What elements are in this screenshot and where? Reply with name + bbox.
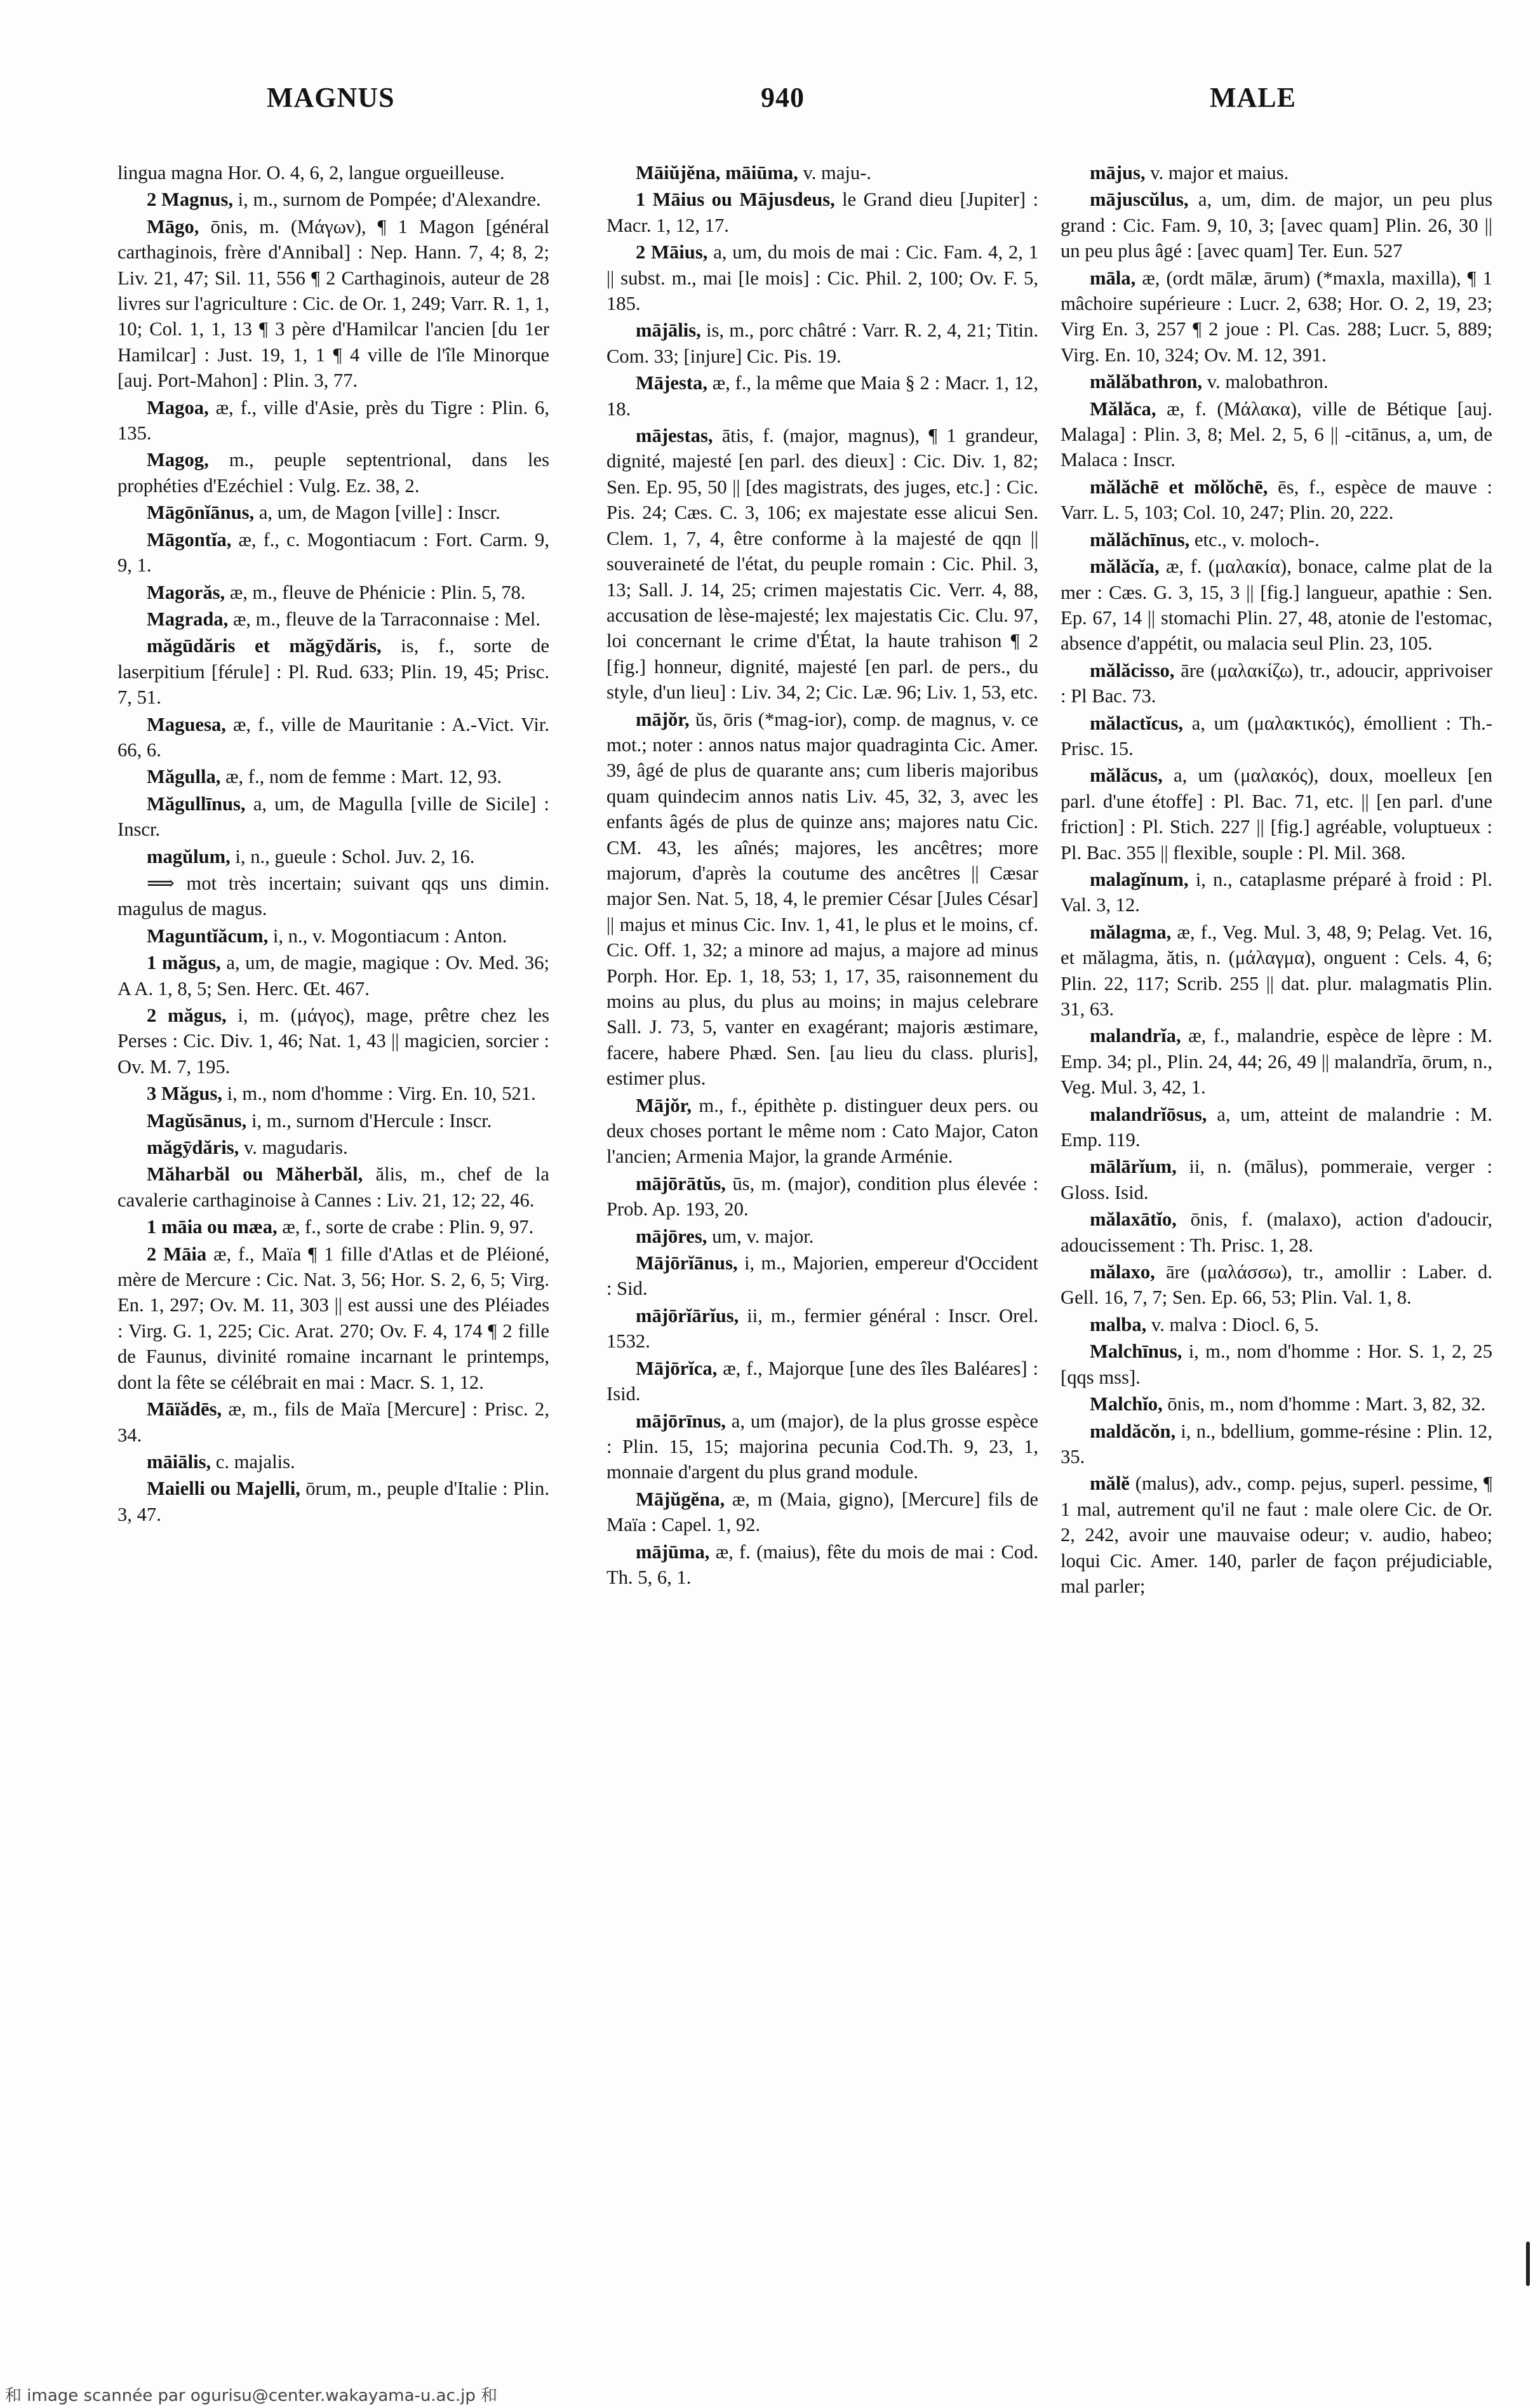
entry-headword: Magrada,: [147, 608, 229, 630]
entry-definition: ēs, f., espèce de mauve : Varr. L. 5, 103; Col. 10, 247; Plin. 20, 222.: [1061, 476, 1492, 524]
entry-headword: Mājŏr,: [636, 1094, 692, 1116]
entry-definition: æ, f., Veg. Mul. 3, 48, 9; Pelag. Vet. 16, et mălagma, ătis, n. (μάλαγμα), onguent : Cels. 4, 6; Plin. 22, 117; Scrib. 255 || dat. plur. malagmatis Plin. 31, 63.: [1061, 921, 1492, 1020]
entry-definition: is, m., porc châtré : Varr. R. 2, 4, 21; Titin. Com. 33; [injure] Cic. Pis. 19.: [606, 319, 1038, 367]
dictionary-entry: [606, 1539, 1038, 1591]
entry-headword: măgūdăris et măgȳdăris,: [147, 635, 382, 657]
dictionary-entry: [606, 1303, 1038, 1354]
entry-definition: æ, m., fleuve de la Tarraconnaise : Mel.: [232, 608, 541, 630]
entry-definition: ŭs, ōris (*mag-ior), comp. de magnus, v. ce mot.; noter : annos natus major quadraginta Cic. Amer. 39, âgé de plus de quarante ans; cum liberis majoribus quam quindecim annos natis Liv. 45, 32, 3, avec les enfants âgés de plus de quinze ans; majores natu Cic. CM. 43, les aînés; majores, les ancêtres; more majorum, d'après la coutume des ancêtres || Cæsar major Sen. Nat. 5, 18, 4, le premier César [Jules César] || majus et minus Cic. Inv. 1, 41, le plus et le moins, cf. Cic. Off. 1, 32; a minore ad majus, a majore ad minus Porph. Hor. Ep. 1, 18, 53; 1, 17, 35, raisonnement du moins au plus, du plus au moins; in majus celebrare Sall. J. 73, 5, vanter en exagérant; majoris æstimare, facere, habere Phæd. Sen. [au lieu du class. pluris], estimer plus.: [606, 708, 1038, 1090]
entry-headword: 1 măgus,: [147, 952, 221, 974]
dictionary-entry: [1061, 1339, 1492, 1390]
column-middle: [606, 160, 1038, 1591]
entry-headword: mājuscŭlus,: [1090, 189, 1189, 211]
entry-headword: mălăcisso,: [1090, 659, 1175, 681]
entry-definition: i, n., v. Mogontiacum : Anton.: [272, 925, 507, 947]
dictionary-entry: [117, 1135, 549, 1160]
dictionary-entry: [1061, 1259, 1492, 1311]
entry-headword: Mājōrĭca,: [636, 1357, 718, 1379]
dictionary-entry: [1061, 474, 1492, 526]
entry-definition: um, v. major.: [712, 1225, 814, 1247]
entry-definition: æ, f. (Μάλακα), ville de Bétique [auj. Malaga] : Plin. 3, 8; Mel. 2, 5, 6 || -citānus, a, um, de Malaca : Inscr.: [1061, 398, 1492, 471]
entry-definition: a, um, de Magon [ville] : Inscr.: [258, 502, 500, 524]
dictionary-entry: [1061, 1023, 1492, 1100]
entry-headword: mălagma,: [1090, 921, 1172, 943]
dictionary-entry: [1061, 1154, 1492, 1205]
dictionary-entry: [117, 633, 549, 710]
entry-headword: Māgōnĭānus,: [147, 502, 255, 524]
entry-definition: is, f., sorte de laserpitium [férule] : Pl. Rud. 633; Plin. 19, 45; Prisc. 7, 51.: [117, 635, 549, 709]
dictionary-entry: [1061, 554, 1492, 657]
dictionary-entry: [117, 1449, 549, 1474]
header-left-word: MAGNUS: [267, 82, 395, 113]
entry-definition: i, m., nom d'homme : Virg. En. 10, 521.: [227, 1083, 536, 1105]
entry-headword: Măgulla,: [147, 766, 221, 788]
dictionary-entry: [1061, 919, 1492, 1022]
entry-definition: ălis, m., chef de la cavalerie carthaginoise à Cannes : Liv. 21, 12; 22, 46.: [117, 1163, 549, 1211]
dictionary-entry: [117, 1003, 549, 1079]
entry-definition: ii, n. (mālus), pommeraie, verger : Gloss. Isid.: [1061, 1156, 1492, 1203]
entry-headword: mājōrīnus,: [636, 1410, 726, 1432]
entry-headword: Măgullīnus,: [147, 792, 246, 815]
entry-headword: mălăcus,: [1090, 765, 1163, 787]
dictionary-entry: [1061, 763, 1492, 865]
entry-headword: Mājōrĭānus,: [636, 1252, 738, 1274]
dictionary-entry: [606, 317, 1038, 369]
entry-headword: magŭlum,: [147, 845, 231, 867]
entry-definition: v. malva : Diocl. 6, 5.: [1151, 1313, 1319, 1335]
entry-headword: māla,: [1090, 267, 1136, 289]
entry-definition: i, n., gueule : Schol. Juv. 2, 16.: [235, 845, 475, 867]
entry-headword: mājūma,: [636, 1541, 710, 1563]
entry-headword: Maguesa,: [147, 713, 226, 735]
dictionary-entry: [606, 1093, 1038, 1170]
entry-definition: āre (μαλακίζω), tr., adoucir, apprivoiser : Pl Bac. 73.: [1061, 659, 1492, 707]
entry-headword: mălactĭcus,: [1090, 712, 1183, 734]
dictionary-entry: [606, 370, 1038, 422]
entry-headword: Măharbăl ou Măherbăl,: [147, 1163, 363, 1186]
dictionary-entry: [606, 187, 1038, 238]
dictionary-entry: [117, 923, 549, 949]
entry-definition: (malus), adv., comp. pejus, superl. pessime, ¶ 1 mal, autrement qu'il ne faut : male olere Cic. de Or. 2, 242, avoir une mauvaise odeur; v. audio, habeo; loqui Cic. Amer. 140, parler de façon préjudiciable, mal parler;: [1061, 1473, 1492, 1597]
dictionary-entry: [117, 606, 549, 632]
running-header: [0, 81, 1540, 138]
entry-headword: 2 Māius,: [636, 241, 708, 264]
entry-headword: mălaxo,: [1090, 1261, 1155, 1283]
entry-definition: i, m., Majorien, empereur d'Occident : Sid.: [606, 1252, 1038, 1300]
dictionary-entry: [1061, 265, 1492, 368]
entry-definition: m., peuple septentrional, dans les prophéties d'Ezéchiel : Vulg. Ez. 38, 2.: [117, 449, 549, 497]
dictionary-entry: [117, 764, 549, 789]
dictionary-entry: [117, 1081, 549, 1106]
entry-definition: i, m., nom d'homme : Hor. S. 1, 2, 25 [qqs mss].: [1061, 1340, 1492, 1388]
entry-definition: ōrum, m., peuple d'Italie : Plin. 3, 47.: [117, 1478, 549, 1525]
entry-definition: āre (μαλάσσω), tr., amollir : Laber. d. Gell. 16, 7, 7; Sen. Ep. 66, 53; Plin. Val. 1, 8.: [1061, 1261, 1492, 1309]
dictionary-entry: [1061, 658, 1492, 709]
entry-definition: a, um (major), de la plus grosse espèce : Plin. 15, 15; majorina pecunia Cod.Th. 9, 23, 1, monnaie d'argent du plus grand module.: [606, 1410, 1038, 1483]
entry-definition: le Grand dieu [Jupiter] : Macr. 1, 12, 17.: [606, 189, 1038, 236]
dictionary-entry: [606, 423, 1038, 705]
entry-definition: æ, f., nom de femme : Mart. 12, 93.: [225, 766, 502, 788]
entry-headword: Māgo,: [147, 215, 199, 237]
entry-headword: 3 Măgus,: [147, 1083, 222, 1105]
entry-headword: Mălăca,: [1090, 398, 1156, 420]
dictionary-entry: [117, 395, 549, 446]
entry-definition: ōnis, f. (malaxo), action d'adoucir, adoucissement : Th. Prisc. 1, 28.: [1061, 1208, 1492, 1256]
entry-definition: æ, f., Majorque [une des îles Baléares] : Isid.: [606, 1357, 1038, 1405]
entry-definition: a, um, de magie, magique : Ov. Med. 36; A A. 1, 8, 5; Sen. Herc. Œt. 467.: [117, 952, 550, 999]
entry-headword: mălăbathron,: [1090, 371, 1203, 393]
entry-definition: a, um (μαλακός), doux, moelleux [en parl. d'une étoffe] : Pl. Bac. 71, etc. || [en parl. d'une friction] : Pl. Stich. 227 || [fig.] agréable, voluptueux : Pl. Bac. 355 || flexible, souple : Pl. Mil. 368.: [1061, 765, 1492, 864]
entry-headword: maldăcŏn,: [1090, 1420, 1176, 1442]
entry-headword: Magoa,: [147, 396, 209, 418]
entry-definition: a, um, du mois de mai : Cic. Fam. 4, 2, 1 || subst. m., mai [le mois] : Cic. Phil. 2, 100; Ov. F. 5, 185.: [606, 241, 1039, 315]
dictionary-entry: [1061, 1391, 1492, 1417]
dictionary-entry: [1061, 1206, 1492, 1258]
dictionary-entry: [117, 791, 549, 843]
entry-headword: Māïădēs,: [147, 1398, 222, 1420]
entry-headword: 2 Māia: [147, 1243, 207, 1265]
dictionary-entry: [606, 1408, 1038, 1485]
dictionary-entry: [1061, 369, 1492, 394]
page-number: 940: [761, 82, 805, 113]
dictionary-entry: [606, 239, 1038, 316]
entry-headword: Malchīnus,: [1090, 1340, 1182, 1363]
entry-headword: mājōrĭārĭus,: [636, 1304, 739, 1327]
entry-definition: ōnis, m. (Μάγων), ¶ 1 Magon [général carthaginois, frère d'Annibal] : Nep. Hann. 7, 4; 8, 2; Liv. 21, 47; Sil. 11, 556 ¶ 2 Carthaginois, auteur de 28 livres sur l'agriculture : Cic. de Or. 1, 249; Varr. R. 1, 1, 10; Col. 1, 1, 13 ¶ 3 père d'Hamilcar l'ancien [du 1er Hamilcar] : Just. 19, 1, 1 ¶ 4 ville de l'île Minorque [auj. Port-Mahon] : Plin. 3, 77.: [117, 215, 549, 392]
dictionary-entry: [117, 871, 549, 922]
entry-headword: Mājŭgĕna,: [636, 1488, 725, 1510]
dictionary-entry: [1061, 160, 1492, 185]
entry-definition: æ, f., ville de Mauritanie : A.-Vict. Vir. 66, 6.: [117, 713, 549, 761]
dictionary-entry: [606, 1250, 1038, 1302]
column-left: [117, 160, 549, 1528]
entry-definition: i, m. (μάγος), mage, prêtre chez les Perses : Cic. Div. 1, 46; Nat. 1, 43 || magicien, sorcier : Ov. M. 7, 195.: [117, 1005, 549, 1078]
dictionary-entry: [117, 712, 549, 763]
entry-headword: mălăchīnus,: [1090, 528, 1190, 551]
entry-headword: mājālis,: [636, 319, 701, 342]
dictionary-entry: [1061, 1471, 1492, 1599]
dictionary-entry: [1061, 711, 1492, 762]
entry-headword: Maguntĭăcum,: [147, 925, 269, 947]
dictionary-entry: [1061, 867, 1492, 918]
dictionary-entry: [606, 1487, 1038, 1538]
column-right: [1061, 160, 1492, 1600]
dictionary-entry: [117, 950, 549, 1001]
dictionary-entry: [117, 500, 549, 525]
entry-headword: 2 Magnus,: [147, 189, 233, 211]
entry-headword: măgȳdăris,: [147, 1137, 239, 1159]
dictionary-entry: [606, 1356, 1038, 1407]
dictionary-entry: [1061, 1102, 1492, 1153]
dictionary-entry: [117, 1214, 549, 1240]
dictionary-entry: [117, 580, 549, 605]
scan-credit: 和 image scannée par ogurisu@center.wakayama-u.ac.jp 和: [5, 2386, 498, 2405]
entry-definition: ātis, f. (major, magnus), ¶ 1 grandeur, dignité, majesté [en parl. des dieux] : Cic. Div. 1, 82; Sen. Ep. 95, 50 || [des magistrats, des juges, etc.] : Cic. Pis. 24; Cæs. C. 3, 106; ex majestate esse alicui Sen. Clem. 1, 7, 4, être conforme à la majesté de qqn || souveraineté de l'état, du peuple romain : Cic. Phil. 3, 13; Sall. J. 14, 25; crimen majestatis Cic. Verr. 4, 88, accusation de lèse-majesté; lex majestatis Cic. Clu. 97, loi concernant le crime d'État, la haute trahison ¶ 2 [fig.] honneur, dignité, majesté [en parl. de pers., du style, d'un lieu] : Liv. 34, 2; Cic. Læ. 96; Liv. 1, 53, etc.: [606, 425, 1038, 704]
entry-headword: malandrĭa,: [1090, 1025, 1181, 1047]
entry-definition: æ, f. (maius), fête du mois de mai : Cod. Th. 5, 6, 1.: [606, 1541, 1038, 1588]
dictionary-entry: [606, 160, 1038, 185]
entry-definition: a, um, dim. de major, un peu plus grand : Cic. Fam. 9, 10, 3; [avec quam] Plin. 26, 30 || un peu plus âgé : [avec quam] Ter. Eun. 527: [1061, 189, 1492, 262]
dictionary-entry: [117, 1161, 549, 1213]
entry-definition: æ, m., fleuve de Phénicie : Plin. 5, 78.: [229, 581, 526, 603]
entry-definition: a, um (μαλακτικός), émollient : Th.-Prisc. 15.: [1061, 712, 1492, 759]
entry-headword: mājŏr,: [636, 708, 690, 730]
dictionary-entry: [1061, 527, 1492, 552]
entry-definition: a, um, de Magulla [ville de Sicile] : Inscr.: [117, 792, 549, 841]
entry-definition: lingua magna Hor. O. 4, 6, 2, langue orgueilleuse.: [117, 162, 505, 184]
entry-headword: malagĭnum,: [1090, 868, 1189, 890]
entry-definition: æ, f., la même que Maia § 2 : Macr. 1, 12, 18.: [606, 372, 1038, 420]
entry-definition: i, m., surnom de Pompée; d'Alexandre.: [238, 189, 541, 211]
entry-definition: ⟹ mot très incertain; suivant qqs uns dimin. magulus de magus.: [117, 872, 549, 920]
entry-definition: m., f., épithète p. distinguer deux pers. ou deux choses portant le même nom : Cato Major, Caton l'ancien; Armenia Major, la grande Arménie.: [606, 1094, 1039, 1168]
dictionary-entry: [117, 187, 549, 212]
entry-headword: Māgontĭa,: [147, 528, 232, 551]
entry-definition: etc., v. moloch-.: [1194, 528, 1320, 551]
entry-definition: æ, (ordt mālæ, ārum) (*maxla, maxilla), ¶ 1 mâchoire supérieure : Lucr. 2, 638; Hor. O. 2, 19, 23; Virg En. 3, 257 ¶ 2 joue : Pl. Cas. 288; Lucr. 5, 889; Virg. En. 10, 324; Ov. M. 12, 391.: [1061, 267, 1492, 366]
dictionary-entry: [117, 1396, 549, 1448]
entry-definition: æ, m., fils de Maïa [Mercure] : Prisc. 2, 34.: [117, 1398, 549, 1446]
entry-definition: i, m., surnom d'Hercule : Inscr.: [251, 1109, 492, 1132]
entry-definition: æ, f., malandrie, espèce de lèpre : M. Emp. 34; pl., Plin. 24, 44; 26, 49 || malandrĭa, ōrum, n., Veg. Mul. 3, 42, 1.: [1061, 1025, 1492, 1099]
entry-definition: æ, f., ville d'Asie, près du Tigre : Plin. 6, 135.: [117, 396, 549, 444]
entry-headword: mălăcĭa,: [1090, 556, 1160, 578]
entry-definition: æ, f., Maïa ¶ 1 fille d'Atlas et de Pléioné, mère de Mercure : Cic. Nat. 3, 56; Hor. S. 2, 6, 5; Virg. En. 1, 297; Ov. M. 11, 303 || est aussi une des Pléiades : Virg. G. 1, 225; Cic. Arat. 270; Ov. F. 4, 174 ¶ 2 fille de Faunus, divinité romaine incarnant le printemps, dont la fête se célébrait en mai : Macr. S. 1, 12.: [117, 1243, 549, 1393]
entry-headword: Malchĭo,: [1090, 1393, 1163, 1415]
entry-headword: Magog,: [147, 449, 209, 471]
entry-headword: Magorăs,: [147, 581, 225, 603]
entry-definition: ii, m., fermier général : Inscr. Orel. 1532.: [606, 1304, 1038, 1353]
dictionary-entry: [117, 1241, 549, 1395]
entry-headword: Mājesta,: [636, 372, 707, 394]
entry-headword: mājōrātŭs,: [636, 1172, 726, 1194]
entry-definition: æ, f., c. Mogontiacum : Fort. Carm. 9, 9, 1.: [117, 528, 549, 577]
dictionary-entry: [606, 1171, 1038, 1222]
entry-headword: malandrĭōsus,: [1090, 1103, 1207, 1125]
entry-headword: māiālis,: [147, 1450, 211, 1473]
dictionary-entry: [117, 160, 549, 185]
entry-headword: mălĕ: [1090, 1473, 1130, 1495]
dictionary-entry: [117, 1476, 549, 1527]
entry-headword: malba,: [1090, 1313, 1147, 1335]
entry-headword: Maielli ou Majelli,: [147, 1478, 300, 1500]
entry-definition: v. magudaris.: [243, 1137, 348, 1159]
entry-definition: v. malobathron.: [1207, 371, 1329, 393]
dictionary-entry: [1061, 187, 1492, 264]
scan-edge-mark: [1526, 2242, 1530, 2286]
entry-definition: æ, m (Maia, gigno), [Mercure] fils de Maïa : Capel. 1, 92.: [606, 1488, 1039, 1536]
entry-definition: c. majalis.: [215, 1450, 295, 1473]
entry-definition: v. maju-.: [803, 162, 872, 184]
dictionary-entry: [117, 214, 549, 394]
entry-headword: mălaxātĭo,: [1090, 1208, 1177, 1231]
dictionary-entry: [117, 447, 549, 498]
entry-headword: 1 Māius ou Mājusdeus,: [636, 189, 835, 211]
entry-definition: i, n., cataplasme préparé à froid : Pl. Val. 3, 12.: [1061, 868, 1493, 916]
entry-definition: v. major et maius.: [1150, 162, 1289, 184]
entry-headword: mājōres,: [636, 1225, 707, 1247]
entry-definition: ōnis, m., nom d'homme : Mart. 3, 82, 32.: [1167, 1393, 1486, 1415]
entry-headword: Māiŭjĕna, māiūma,: [636, 162, 798, 184]
entry-headword: mălăchē et mŏlŏchē,: [1090, 476, 1268, 498]
entry-definition: a, um, atteint de malandrie : M. Emp. 119.: [1061, 1103, 1492, 1151]
dictionary-entry: [1061, 1419, 1492, 1470]
entry-headword: 2 măgus,: [147, 1005, 227, 1026]
dictionary-entry: [1061, 396, 1492, 473]
entry-headword: Magŭsānus,: [147, 1109, 247, 1132]
entry-headword: 1 māia ou mæa,: [147, 1216, 278, 1238]
header-right-word: MALE: [1210, 82, 1296, 113]
dictionary-entry: [117, 527, 549, 578]
dictionary-entry: [606, 707, 1038, 1092]
entry-definition: i, n., bdellium, gomme-résine : Plin. 12, 35.: [1061, 1420, 1492, 1467]
entry-definition: æ, f. (μαλακία), bonace, calme plat de la mer : Cæs. G. 3, 15, 3 || [fig.] langueur, apathie : Sen. Ep. 67, 14 || stomachi Plin. 27, 48, atonie de l'estomac, absence d'appétit, ou malacia seul Plin. 23, 105.: [1061, 556, 1492, 655]
entry-definition: ūs, m. (major), condition plus élevée : Prob. Ap. 193, 20.: [606, 1172, 1038, 1220]
entry-headword: mājus,: [1090, 162, 1146, 184]
dictionary-entry: [1061, 1312, 1492, 1337]
entry-headword: mālārĭum,: [1090, 1156, 1177, 1178]
entry-headword: mājestas,: [636, 425, 713, 447]
dictionary-entry: [606, 1224, 1038, 1249]
dictionary-entry: [117, 844, 549, 869]
entry-definition: æ, f., sorte de crabe : Plin. 9, 97.: [282, 1216, 534, 1238]
dictionary-entry: [117, 1108, 549, 1133]
